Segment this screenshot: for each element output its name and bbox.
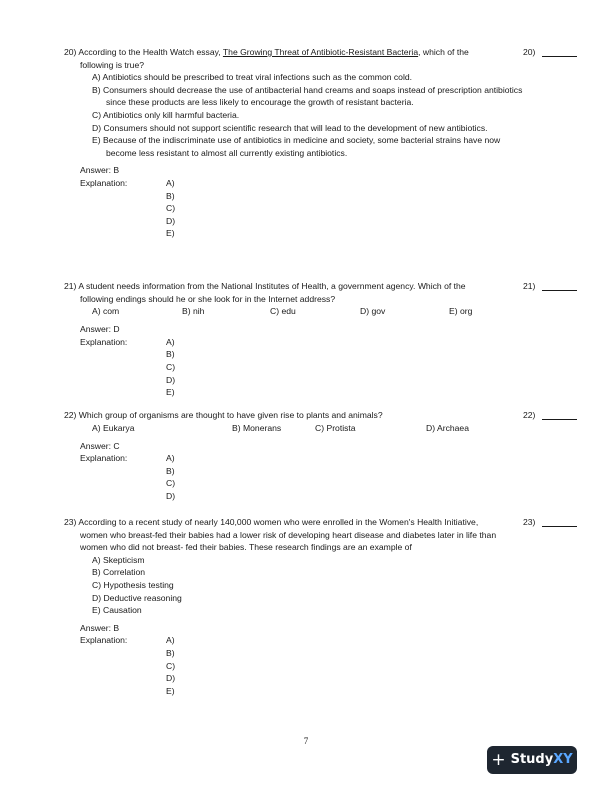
choice: D) gov: [360, 306, 386, 317]
explanation-label: Explanation:: [80, 453, 128, 464]
answer-blank[interactable]: [542, 56, 577, 57]
question-number: 21): [523, 281, 536, 291]
explanation: [64, 336, 612, 399]
question-22: [64, 409, 612, 503]
explanation-label: Explanation:: [80, 177, 128, 188]
question-stem: 21) A student needs information from the National Institutes of Health, a government agency. Which of the following endings should he or she look for in the Internet address?: [64, 281, 466, 304]
explanation-item: C): [166, 361, 176, 372]
stem-text: , which of the following is true?: [80, 47, 469, 70]
question-23: [64, 516, 612, 697]
answer-key: Answer: C: [80, 440, 120, 451]
explanation-item: C): [166, 660, 176, 671]
choice: E) Because of the indiscriminate use of antibiotics in medicine and society, some bacterial strains have now become less resistant to almost all currently existing antibiotics.: [92, 135, 501, 158]
plus-icon: +: [491, 749, 506, 770]
choice: C) Antibiotics only kill harmful bacteria.: [92, 109, 240, 120]
explanation: [64, 177, 612, 240]
choice: C) Protista: [315, 422, 356, 433]
choice: E) Causation: [92, 605, 142, 616]
answer-key: Answer: D: [80, 324, 120, 335]
choice: C) edu: [270, 306, 296, 317]
explanation-item: B): [166, 647, 175, 658]
explanation-item: C): [166, 203, 176, 214]
question-stem: 22) Which group of organisms are thought to have given rise to plants and animals?: [64, 410, 383, 420]
explanation-item: C): [166, 478, 176, 489]
choice: A) Skepticism: [92, 554, 145, 565]
explanation-item: D): [166, 374, 176, 385]
explanation-item: D): [166, 673, 176, 684]
choice: A) Antibiotics should be prescribed to treat viral infections such as the common cold.: [92, 72, 413, 83]
question-stem: 23) According to a recent study of nearly 140,000 women who were enrolled in the Women's Health Initiative, women who breast-fed their babies had a lower risk of developing heart disease and diabetes later in life than women who did not breast- fed their babies. These research findings are an example of: [64, 517, 497, 553]
choice: B) nih: [182, 306, 205, 317]
explanation-label: Explanation:: [80, 635, 128, 646]
question-number: 22): [523, 410, 536, 420]
choice: D) Archaea: [426, 422, 469, 433]
answer-key: Answer: B: [80, 622, 120, 633]
question-stem: [64, 46, 500, 71]
explanation-item: A): [166, 336, 175, 347]
explanation: [64, 634, 612, 697]
answer-blank[interactable]: [542, 526, 577, 527]
choice: B) Consumers should decrease the use of antibacterial hand creams and soaps instead of prescription antibiotics since these products are less likely to encourage the growth of resistant bacteria.: [92, 84, 523, 108]
choice: D) Consumers should not support scientific research that will lead to the development of new antibiotics.: [92, 122, 488, 133]
explanation-item: B): [166, 465, 175, 476]
essay-title: The Growing Threat of Antibiotic-Resistant Bacteria: [222, 47, 419, 57]
choice: B) Correlation: [92, 567, 146, 578]
answer-blank[interactable]: [542, 419, 577, 420]
explanation-item: A): [166, 177, 175, 188]
choice: C) Hypothesis testing: [92, 579, 174, 590]
explanation-item: D): [166, 490, 176, 501]
explanation-item: A): [166, 453, 175, 464]
question-number: 20): [523, 47, 536, 57]
choice: A) Eukarya: [92, 422, 135, 433]
explanation-item: E): [166, 387, 175, 398]
question-20: [64, 46, 612, 240]
choice: B) Monerans: [232, 422, 282, 433]
choice: A) com: [92, 306, 120, 317]
explanation-item: B): [166, 349, 175, 360]
question-number: 23): [523, 517, 536, 527]
explanation-item: A): [166, 635, 175, 646]
explanation: [64, 452, 612, 502]
answer-blank[interactable]: [542, 290, 577, 291]
stem-text: 20) According to the Health Watch essay,: [64, 47, 223, 57]
question-21: [64, 280, 612, 399]
logo-accent-text: XY: [553, 751, 573, 767]
explanation-item: D): [166, 215, 176, 226]
explanation-item: E): [166, 685, 175, 696]
logo-text: Study: [510, 751, 554, 767]
choice: D) Deductive reasoning: [92, 592, 182, 603]
explanation-item: E): [166, 228, 175, 239]
explanation-item: B): [166, 190, 175, 201]
page-number: 7: [303, 736, 309, 746]
explanation-label: Explanation:: [80, 336, 128, 347]
choice: E) org: [449, 306, 473, 317]
answer-key: Answer: B: [80, 165, 120, 176]
studyxy-logo[interactable]: [487, 746, 577, 774]
choice-row: [64, 305, 612, 318]
choice-row: [64, 422, 612, 435]
